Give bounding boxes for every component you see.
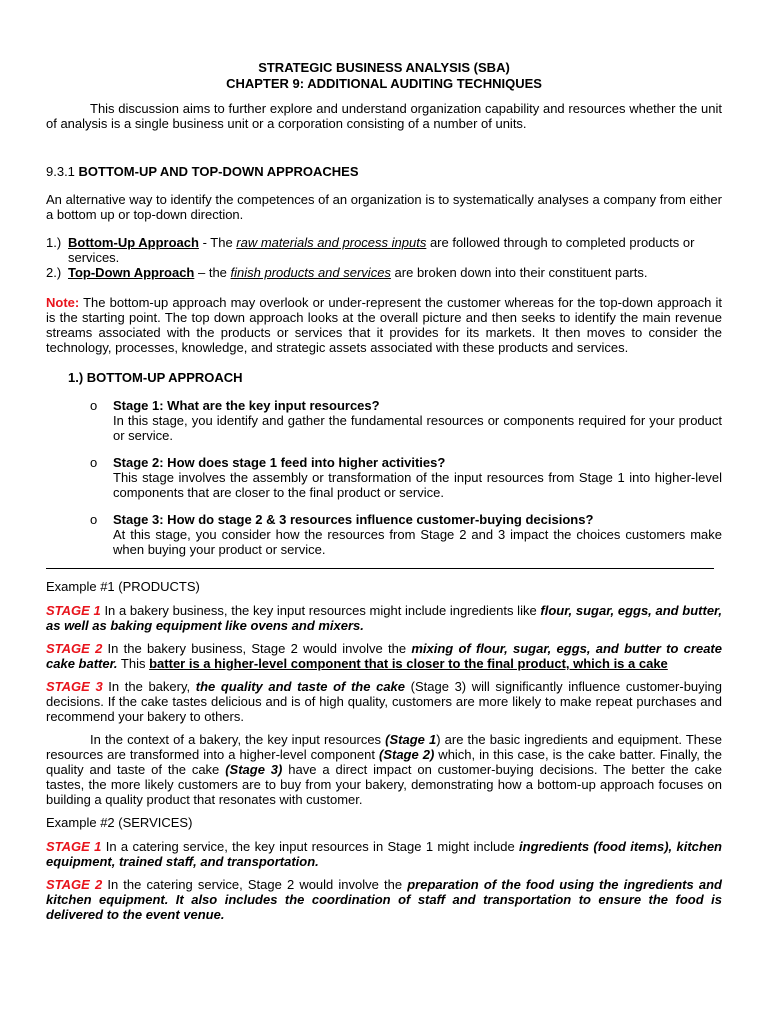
list-number: 2.) bbox=[46, 265, 62, 280]
stage-text: In a bakery business, the key input resources might include ingredients like bbox=[100, 603, 541, 618]
bullet-icon: o bbox=[90, 455, 98, 470]
list-item bbox=[46, 235, 722, 265]
summary-text: have a direct impact on customer-buying decisions. The better the cake tastes, the more likely customers are to buy from your bakery, demonstrating how a bottom-up approach focuses on building a quality product that resonates with customer. bbox=[46, 762, 722, 807]
example1-stage3 bbox=[46, 679, 722, 724]
section-divider bbox=[46, 568, 714, 569]
document-page bbox=[46, 60, 722, 922]
list-item bbox=[46, 265, 722, 280]
section-heading bbox=[46, 164, 722, 179]
approach-text: are followed through to completed products or services. bbox=[68, 235, 695, 265]
note-paragraph bbox=[46, 295, 722, 355]
section-number: 9.3.1 bbox=[46, 164, 79, 179]
approach-name: Bottom-Up Approach bbox=[68, 235, 199, 250]
note-text: The bottom-up approach may overlook or under-represent the customer whereas for the top-down approach it is the starting point. The top down approach looks at the overall picture and then seeks to identify the main revenue streams associated with the products or services that it provides for its markets. It then moves to consider the technology, processes, knowledge, and strategic assets associated with these products and services. bbox=[46, 295, 722, 355]
section-title: BOTTOM-UP AND TOP-DOWN APPROACHES bbox=[78, 164, 359, 179]
example1-stage1 bbox=[46, 603, 722, 633]
stage-emphasis: flour, sugar, eggs, and butter, as well as baking equipment like ovens and mixers. bbox=[46, 603, 723, 633]
approach-text: are broken down into their constituent parts. bbox=[390, 265, 648, 280]
stage-underlined: batter is a higher-level component that is closer to the final product, which is a cake bbox=[149, 656, 668, 671]
example2-stage1 bbox=[46, 839, 722, 869]
example1-title: Example #1 (PRODUCTS) bbox=[46, 579, 200, 594]
stage-question: Stage 1: What are the key input resources? bbox=[113, 398, 380, 413]
stage-item bbox=[46, 512, 722, 557]
summary-text: ) are the basic ingredients and equipment. These resources are transformed into a higher-level component bbox=[46, 732, 722, 762]
example1-stage2 bbox=[46, 641, 722, 671]
approach-emphasis: finish products and services bbox=[230, 265, 391, 280]
example2-title: Example #2 (SERVICES) bbox=[46, 815, 193, 830]
stage-item bbox=[46, 455, 722, 500]
approach-emphasis: raw materials and process inputs bbox=[236, 235, 427, 250]
stage-question: Stage 2: How does stage 1 feed into higher activities? bbox=[113, 455, 446, 470]
example1-summary bbox=[46, 732, 722, 807]
bullet-icon: o bbox=[90, 512, 98, 527]
stage-label: STAGE 1 bbox=[46, 839, 102, 854]
stage-label: STAGE 1 bbox=[46, 603, 101, 618]
section-intro-paragraph: An alternative way to identify the competences of an organization is to systematically analyses a company from either a bottom up or top-down direction. bbox=[46, 192, 722, 222]
approach-separator: – the bbox=[194, 265, 231, 280]
stage-emphasis: ingredients (food items), kitchen equipment, trained staff, and transportation. bbox=[46, 839, 722, 869]
list-number: 1.) bbox=[46, 235, 62, 250]
stage-emphasis: the quality and taste of the cake bbox=[195, 679, 406, 694]
bullet-icon: o bbox=[90, 398, 98, 413]
stage-description: This stage involves the assembly or transformation of the input resources from Stage 1 into higher-level components that are closer to the final product or service. bbox=[113, 470, 722, 500]
stage-text: In a catering service, the key input resources in Stage 1 might include bbox=[101, 839, 520, 854]
approaches-list bbox=[46, 235, 722, 280]
document-title bbox=[46, 60, 722, 92]
summary-text: which, in this case, is the cake batter. Finally, the quality and taste of the cake bbox=[46, 747, 722, 777]
summary-emphasis: (Stage 2) bbox=[379, 747, 435, 762]
stage-description: In this stage, you identify and gather the fundamental resources or components required for your product or service. bbox=[113, 413, 722, 443]
stage-description: At this stage, you consider how the resources from Stage 2 and 3 impact the choices customers make when buying your product or service. bbox=[113, 527, 722, 557]
summary-text: In the context of a bakery, the key input resources bbox=[90, 732, 386, 747]
summary-emphasis: (Stage 3) bbox=[225, 762, 283, 777]
stage-label: STAGE 2 bbox=[46, 877, 103, 892]
stage-label: STAGE 3 bbox=[46, 679, 103, 694]
stage-text: (Stage 3) will significantly influence customer-buying decisions. If the cake tastes delicious and is of high quality, customers are more likely to make repeat purchases and recommend your bakery to others. bbox=[46, 679, 723, 724]
approach-separator: - The bbox=[198, 235, 237, 250]
stage-item bbox=[46, 398, 722, 443]
note-label: Note: bbox=[46, 295, 80, 310]
stage-emphasis: mixing of flour, sugar, eggs, and butter to create cake batter. bbox=[46, 641, 722, 671]
stage-text: In the catering service, Stage 2 would involve the bbox=[102, 877, 408, 892]
stage-text: This bbox=[117, 656, 150, 671]
chapter-title: CHAPTER 9: ADDITIONAL AUDITING TECHNIQUES bbox=[226, 76, 542, 91]
example2-stage2 bbox=[46, 877, 722, 922]
stage-text: In the bakery, bbox=[102, 679, 196, 694]
stage-question: Stage 3: How do stage 2 & 3 resources influence customer-buying decisions? bbox=[113, 512, 594, 527]
intro-paragraph: This discussion aims to further explore and understand organization capability and resources whether the unit of analysis is a single business unit or a corporation consisting of a number of units. bbox=[46, 101, 722, 131]
bottom-up-heading: 1.) BOTTOM-UP APPROACH bbox=[68, 370, 243, 385]
approach-name: Top-Down Approach bbox=[68, 265, 195, 280]
stage-emphasis: preparation of the food using the ingredients and kitchen equipment. It also includes the coordination of staff and transportation to ensure the food is delivered to the event venue. bbox=[46, 877, 722, 922]
course-title: STRATEGIC BUSINESS ANALYSIS (SBA) bbox=[258, 60, 510, 75]
stage-text: In the bakery business, Stage 2 would involve the bbox=[102, 641, 412, 656]
summary-emphasis: (Stage 1 bbox=[385, 732, 437, 747]
stage-label: STAGE 2 bbox=[46, 641, 103, 656]
